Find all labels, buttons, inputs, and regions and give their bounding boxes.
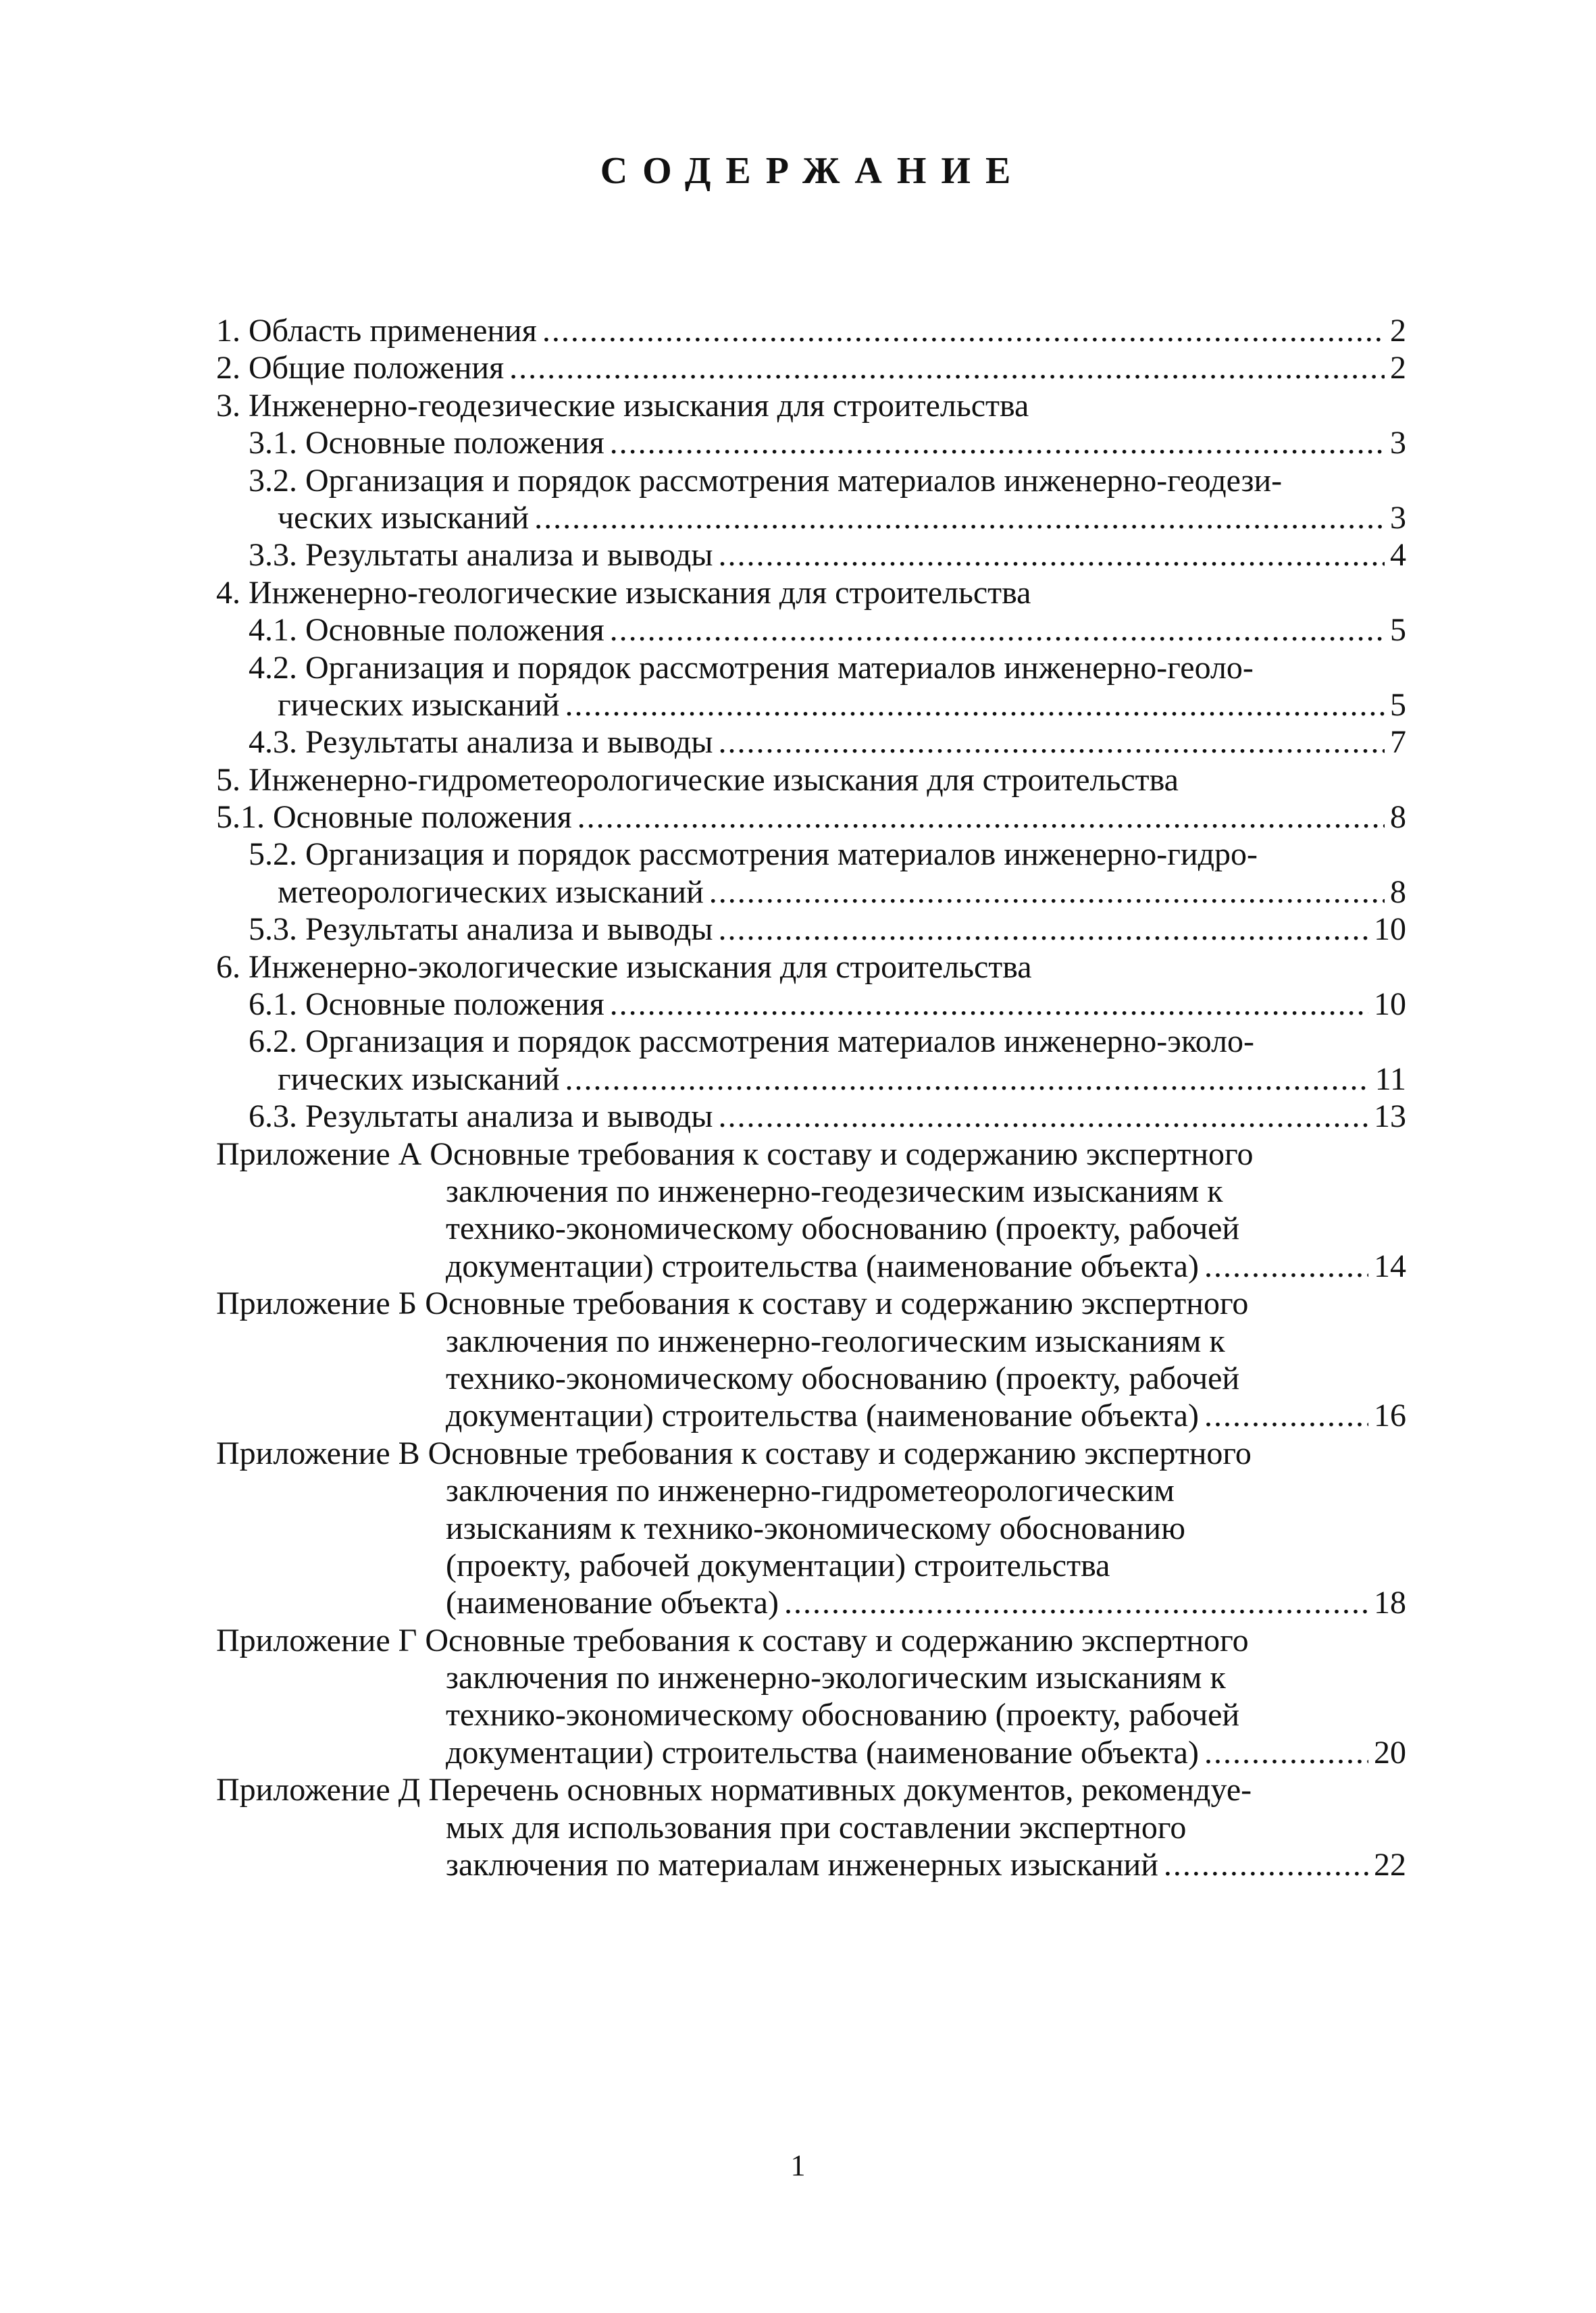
- toc-page-number: 11: [1374, 1061, 1406, 1097]
- toc-line-text: Приложение Б Основные требования к составу и содержанию экспертного: [216, 1286, 1249, 1322]
- dot-leader: [719, 1098, 1368, 1135]
- toc-page-number: 22: [1374, 1847, 1406, 1883]
- toc-line: [216, 611, 1406, 649]
- toc-page-number: 8: [1390, 799, 1406, 836]
- toc-line-text: заключения по инженерно-гидрометеорологическим: [446, 1473, 1175, 1509]
- toc-line: [216, 1397, 1406, 1434]
- toc-line-text: 6.3. Результаты анализа и выводы: [249, 1098, 713, 1135]
- toc-line: [216, 1584, 1406, 1621]
- dot-leader: [784, 1584, 1368, 1621]
- toc-page-number: 10: [1374, 986, 1406, 1023]
- toc-line-text: Приложение Д Перечень основных нормативных документов, рекомендуе-: [216, 1772, 1252, 1808]
- toc-line: [216, 1622, 1406, 1659]
- toc-line: [216, 1472, 1406, 1509]
- toc-line: [216, 911, 1406, 948]
- dot-leader: [1204, 1248, 1368, 1285]
- toc-page-number: 5: [1390, 612, 1406, 649]
- toc-page-number: 4: [1390, 537, 1406, 574]
- toc-line: [216, 536, 1406, 574]
- toc-line-text: 6.2. Организация и порядок рассмотрения материалов инженерно-эколо-: [249, 1023, 1255, 1060]
- toc-line: [216, 312, 1406, 349]
- dot-leader: [565, 1061, 1370, 1098]
- toc-line-text: 3.2. Организация и порядок рассмотрения материалов инженерно-геодези-: [249, 462, 1283, 499]
- toc-line-text: (проекту, рабочей документации) строительства: [446, 1547, 1110, 1583]
- toc-line: [216, 424, 1406, 461]
- toc-line: [216, 986, 1406, 1023]
- toc-line: [216, 798, 1406, 836]
- dot-leader: [719, 911, 1368, 948]
- toc-line: [216, 1696, 1406, 1733]
- dot-leader: [610, 986, 1368, 1023]
- toc-line: [216, 1285, 1406, 1322]
- toc-line: [216, 723, 1406, 761]
- toc-page-number: 10: [1374, 911, 1406, 948]
- dot-leader: [1164, 1846, 1368, 1883]
- toc-line-text: гических изысканий: [278, 686, 560, 723]
- toc-line: [216, 574, 1406, 611]
- toc-line-text: 1. Область применения: [216, 313, 537, 349]
- toc-line: [216, 649, 1406, 686]
- toc-line: [216, 1173, 1406, 1210]
- toc-line: [216, 948, 1406, 986]
- toc-line-text: гических изысканий: [278, 1061, 560, 1097]
- toc-line: [216, 462, 1406, 499]
- toc-line: [216, 1248, 1406, 1285]
- toc-line-text: (наименование объекта): [446, 1585, 779, 1621]
- toc-page-number: 2: [1390, 350, 1406, 386]
- toc-line-text: 3.1. Основные положения: [249, 425, 604, 461]
- dot-leader: [709, 873, 1385, 911]
- toc-page-number: 7: [1390, 724, 1406, 761]
- toc-line: [216, 387, 1406, 424]
- toc-line: [216, 1771, 1406, 1808]
- toc-line-text: документации) строительства (наименование объекта): [446, 1734, 1199, 1771]
- toc-line: [216, 1809, 1406, 1846]
- toc-page-number: 3: [1390, 499, 1406, 536]
- page-title: СОДЕРЖАНИЕ: [600, 150, 1026, 192]
- toc-line: [216, 1734, 1406, 1771]
- toc-line-text: 4. Инженерно-геологические изыскания для строительства: [216, 574, 1031, 611]
- toc-line: [216, 1547, 1406, 1584]
- dot-leader: [565, 686, 1385, 723]
- dot-leader: [719, 536, 1385, 574]
- toc-line-text: заключения по инженерно-геодезическим изысканиям к: [446, 1173, 1223, 1209]
- toc-line-text: 6. Инженерно-экологические изыскания для строительства: [216, 948, 1032, 985]
- toc-line-text: Приложение А Основные требования к составу и содержанию экспертного: [216, 1136, 1254, 1172]
- dot-leader: [509, 349, 1385, 386]
- toc-line-text: заключения по инженерно-геологическим изысканиям к: [446, 1323, 1225, 1359]
- dot-leader: [1204, 1397, 1368, 1434]
- toc-page-number: 8: [1390, 873, 1406, 910]
- toc-page-number: 13: [1374, 1098, 1406, 1135]
- toc-line-text: Приложение Г Основные требования к составу и содержанию экспертного: [216, 1622, 1249, 1658]
- dot-leader: [719, 723, 1385, 761]
- toc-line-text: 3.3. Результаты анализа и выводы: [249, 537, 713, 574]
- toc-page-number: 18: [1374, 1585, 1406, 1621]
- toc-page-number: 14: [1374, 1248, 1406, 1284]
- toc-line-text: 4.3. Результаты анализа и выводы: [249, 724, 713, 761]
- toc-line: [216, 836, 1406, 873]
- dot-leader: [577, 798, 1385, 836]
- toc-line-text: 5.1. Основные положения: [216, 799, 572, 836]
- toc-line-text: 5.3. Результаты анализа и выводы: [249, 911, 713, 948]
- toc-line-text: документации) строительства (наименование объекта): [446, 1398, 1199, 1434]
- table-of-contents: [216, 312, 1406, 1883]
- toc-page-number: 2: [1390, 313, 1406, 349]
- toc-line: [216, 1098, 1406, 1135]
- toc-line: [216, 1510, 1406, 1547]
- page-number: 1: [790, 2149, 806, 2182]
- toc-line: [216, 1323, 1406, 1360]
- toc-page-number: 20: [1374, 1734, 1406, 1771]
- dot-leader: [542, 312, 1385, 349]
- dot-leader: [610, 611, 1385, 649]
- toc-line: [216, 1846, 1406, 1883]
- toc-line: [216, 1435, 1406, 1472]
- dot-leader: [534, 499, 1385, 536]
- toc-line: [216, 1061, 1406, 1098]
- toc-line-text: 6.1. Основные положения: [249, 986, 604, 1023]
- toc-line-text: заключения по материалам инженерных изысканий: [446, 1847, 1158, 1883]
- toc-page-number: 3: [1390, 425, 1406, 461]
- toc-line: [216, 1136, 1406, 1173]
- toc-line-text: 4.2. Организация и порядок рассмотрения материалов инженерно-геоло-: [249, 649, 1254, 686]
- toc-line: [216, 349, 1406, 386]
- toc-page-number: 16: [1374, 1398, 1406, 1434]
- toc-page-number: 5: [1390, 686, 1406, 723]
- toc-line-text: 5.2. Организация и порядок рассмотрения материалов инженерно-гидро-: [249, 836, 1258, 873]
- toc-line-text: документации) строительства (наименование объекта): [446, 1248, 1199, 1284]
- toc-line-text: технико-экономическому обоснованию (проекту, рабочей: [446, 1211, 1240, 1247]
- toc-line-text: 4.1. Основные положения: [249, 612, 604, 649]
- toc-line: [216, 761, 1406, 798]
- toc-line: [216, 686, 1406, 723]
- toc-line-text: метеорологических изысканий: [278, 873, 704, 910]
- toc-line: [216, 1360, 1406, 1397]
- toc-line-text: мых для использования при составлении экспертного: [446, 1809, 1187, 1846]
- toc-line-text: технико-экономическому обоснованию (проекту, рабочей: [446, 1697, 1240, 1733]
- toc-line-text: 5. Инженерно-гидрометеорологические изыскания для строительства: [216, 761, 1179, 798]
- toc-line-text: 3. Инженерно-геодезические изыскания для строительства: [216, 387, 1029, 424]
- toc-line-text: технико-экономическому обоснованию (проекту, рабочей: [446, 1360, 1240, 1396]
- toc-line: [216, 1210, 1406, 1247]
- toc-line-text: ческих изысканий: [278, 499, 530, 536]
- dot-leader: [610, 424, 1385, 461]
- toc-line: [216, 873, 1406, 911]
- toc-line: [216, 1659, 1406, 1696]
- dot-leader: [1204, 1734, 1368, 1771]
- toc-line-text: заключения по инженерно-экологическим изысканиям к: [446, 1660, 1226, 1696]
- toc-line: [216, 1023, 1406, 1060]
- toc-line-text: Приложение В Основные требования к составу и содержанию экспертного: [216, 1435, 1252, 1471]
- toc-line-text: изысканиям к технико-экономическому обоснованию: [446, 1510, 1185, 1546]
- toc-line-text: 2. Общие положения: [216, 350, 505, 386]
- toc-line: [216, 499, 1406, 536]
